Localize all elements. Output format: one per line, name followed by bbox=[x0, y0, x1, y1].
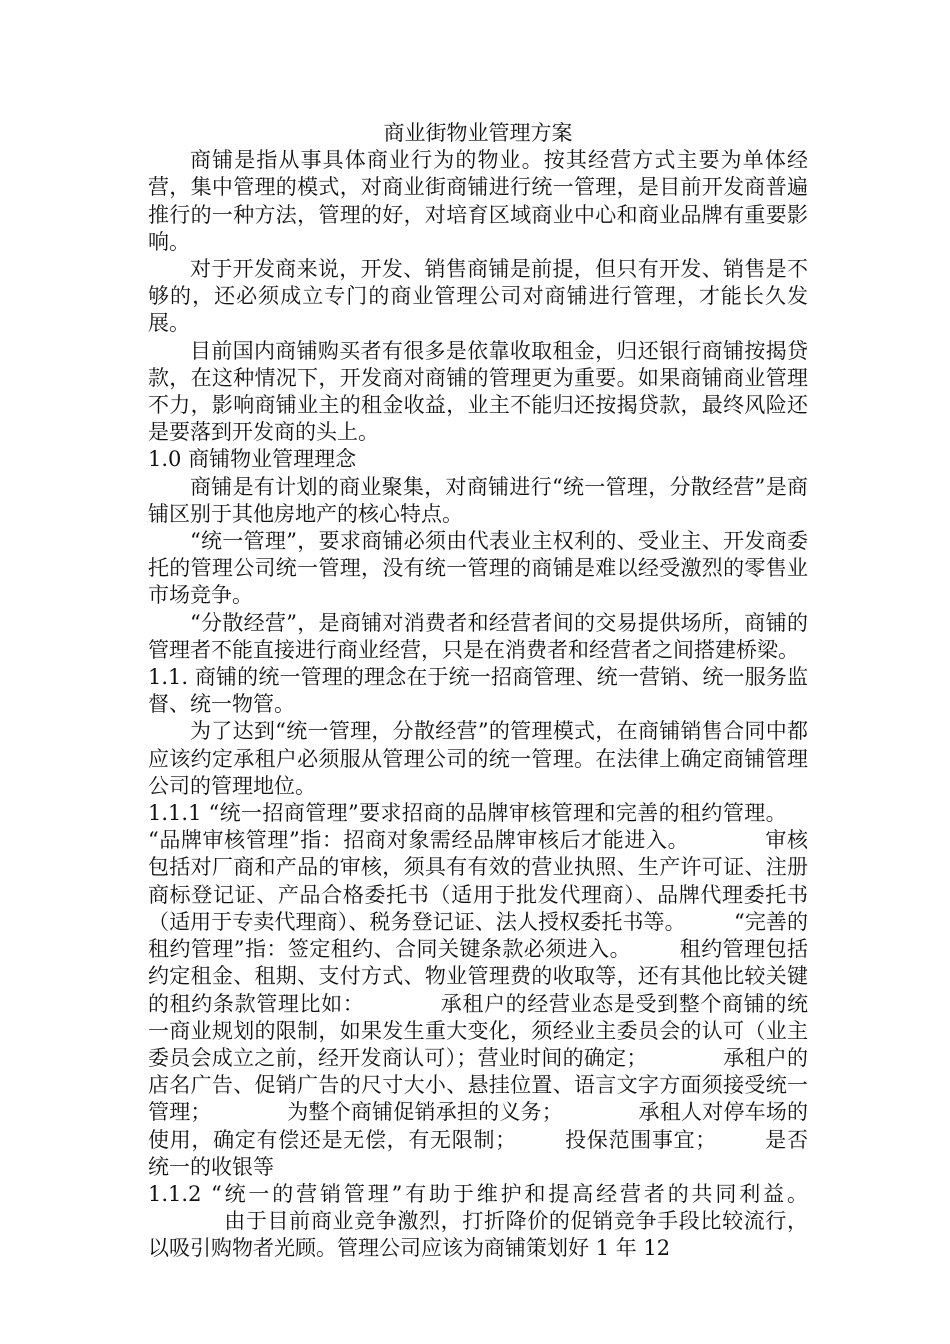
section-1-1-heading: 1.1. 商铺的统一管理的理念在于统一招商管理、统一营销、统一服务监督、统一物管。 bbox=[148, 665, 808, 717]
lease-term-parking: 承租人对停车场的使用，确定有偿还是无偿，有无限制； bbox=[148, 1100, 809, 1152]
section-1-1-1-heading: 1.1.1 “统一招商管理”要求招商的品牌审核管理和完善的租约管理。 bbox=[148, 801, 787, 826]
lease-term-cashier: 是否统一的收银等 bbox=[148, 1127, 809, 1179]
section-1-1-2-heading: 1.1.2 “统一的营销管理”有助于维护和提高经营者的共同利益。 bbox=[148, 1181, 808, 1206]
section-1-1-paragraph: 为了达到“统一管理，分散经营”的管理模式，在商铺销售合同中都应该约定承租户必须服从管理公司的统一管理。在法律上确定商铺管理公司的管理地位。 bbox=[148, 719, 808, 798]
section-1-paragraph-2: “统一管理”，要求商铺必须由代表业主权利的、受业主、开发商委托的管理公司统一管理，没有统一管理的商铺是难以经受激烈的零售业市场竞争。 bbox=[148, 529, 808, 608]
document-title: 商业街物业管理方案 bbox=[383, 121, 573, 145]
lease-term-signage: 承租户的店名广告、促销广告的尺寸大小、悬挂位置、语言文字方面须接受统一管理； bbox=[148, 1045, 809, 1125]
review-scope: 审核包括对厂商和产品的审核，须具有有效的营业执照、生产许可证、注册商标登记证、产品合格委托书（适用于批发代理商）、品牌代理委托书（适用于专卖代理商）、税务登记证、法人授权委托书等。 bbox=[148, 828, 808, 934]
section-1-1-2-block bbox=[148, 1181, 808, 1263]
lease-term-insurance: 投保范围事宜； bbox=[564, 1127, 717, 1152]
lease-term-business-type: 承租户的经营业态是受到整个商铺的统一商业规划的限制，如果发生重大变化，须经业主委员会的认可（业主委员会成立之前，经开发商认可）；营业时间的确定； bbox=[148, 991, 809, 1070]
section-1-paragraph-3: “分散经营”，是商铺对消费者和经营者间的交易提供场所，商铺的管理者不能直接进行商业经营，只是在消费者和经营者之间搭建桥梁。 bbox=[148, 610, 808, 662]
intro-paragraph-3: 目前国内商铺购买者有很多是依靠收取租金，归还银行商铺按揭贷款，在这种情况下，开发商对商铺的管理更为重要。如果商铺商业管理不力，影响商铺业主的租金收益，业主不能归还按揭贷款，最终风险还是要落到开发商的头上。 bbox=[148, 338, 808, 445]
intro-paragraph-1: 商铺是指从事具体商业行为的物业。按其经营方式主要为单体经营，集中管理的模式，对商业街商铺进行统一管理，是目前开发商普遍推行的一种方法，管理的好，对培育区域商业中心和商业品牌有重要影响。 bbox=[148, 148, 808, 254]
section-1-1-2-paragraph: 由于目前商业竞争激烈，打折降价的促销竞争手段比较流行，以吸引购物者光顾。管理公司应该为商铺策划好 1 年 12 bbox=[148, 1209, 808, 1261]
section-1-1-1-block bbox=[148, 800, 808, 1181]
section-1-heading: 1.0 商铺物业管理理念 bbox=[148, 447, 357, 472]
intro-paragraph-2: 对于开发商来说，开发、销售商铺是前提，但只有开发、销售是不够的，还必须成立专门的商业管理公司对商铺进行管理，才能长久发展。 bbox=[148, 257, 808, 336]
document-page bbox=[148, 120, 808, 1263]
lease-term-promotion-duty: 为整个商铺促销承担的义务； bbox=[287, 1100, 563, 1125]
brand-review-definition: “品牌审核管理”指：招商对象需经品牌审核后才能进入。 bbox=[148, 828, 690, 853]
section-1-paragraph-1: 商铺是有计划的商业聚集，对商铺进行“统一管理，分散经营”是商铺区别于其他房地产的核心特点。 bbox=[148, 474, 808, 526]
lease-management-content: 租约管理包括约定租金、租期、支付方式、物业管理费的收取等，还有其他比较关键的租约条款管理比如： bbox=[148, 937, 809, 1016]
lease-management-definition: “完善的租约管理”指：签定租约、合同关键条款必须进入。 bbox=[148, 909, 808, 962]
